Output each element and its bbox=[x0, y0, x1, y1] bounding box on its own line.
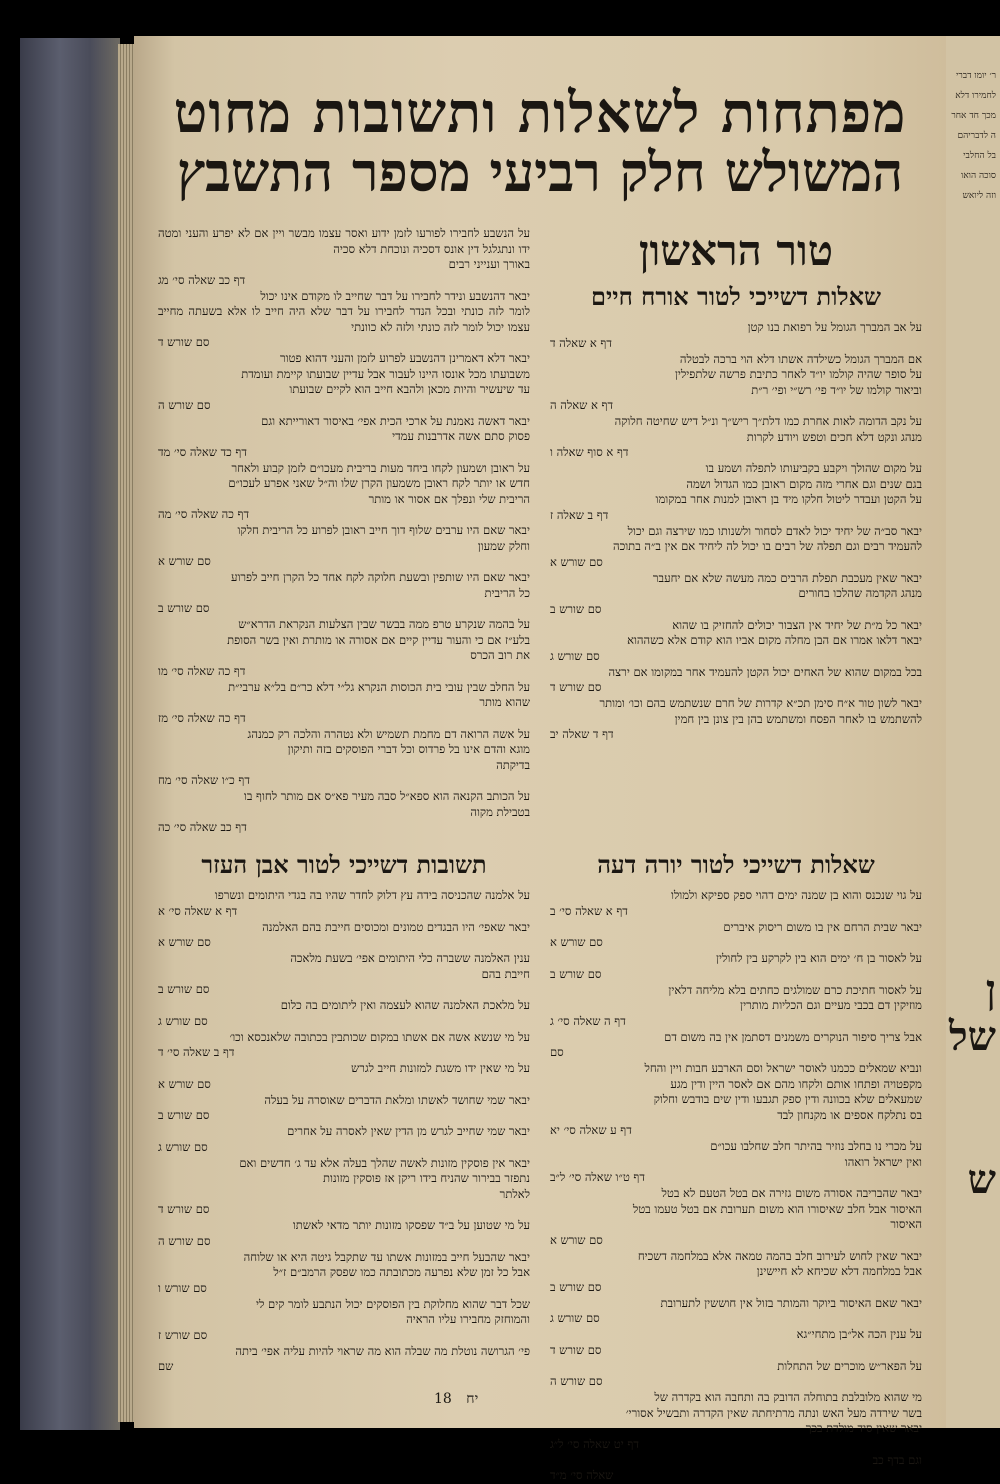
index-entry: יבאר שאם היו ערבים שלוף דוך חייב ראובן לפרוע כל הריבית חלקו bbox=[237, 523, 530, 537]
index-entry: על סופר שהיה קולמו יו״ד לאחר כתיבת פרשה שלתפילין bbox=[674, 367, 922, 381]
index-entry: משבועתו מכל אונסו היינו לעבור אבל עדיין שבועתו קיימת ועומדת bbox=[241, 366, 530, 381]
index-entry: בגם שנים וגם אחרי מזה מקום ראובן כמו הגדול ושמה bbox=[686, 476, 922, 491]
entry-reference bbox=[158, 1140, 530, 1155]
entry-reference bbox=[550, 508, 922, 523]
index-entry: על ראובן ושמעון לקחו ביחד מעות בריבית מעכו״ם לזמן קבוע ולאחר bbox=[231, 460, 530, 475]
index-entry: יבאר כל מ״ת של יחיד אין הצבור יכולים להחזיק בו שהוא bbox=[672, 617, 922, 632]
entry-reference-text: דף כב שאלה סי׳ מג bbox=[158, 272, 246, 287]
entry-reference-text: דף ע שאלה סי׳ יא bbox=[550, 1123, 632, 1137]
book-spine bbox=[20, 38, 120, 1430]
index-entry: בכל במקום שהוא של האחים יכול הקטן להעמיד אחר במקומו אם ירצה bbox=[608, 664, 922, 679]
entry-reference bbox=[158, 1077, 530, 1092]
index-entry: על החלב שבין עובי בית הכוסות הנקרא גל״י דלא כר״ם בל״א ערבי״ת bbox=[228, 679, 530, 694]
index-entry: על אשה הרואה דם מחמת תשמיש ולא נטהרה והלכה רק כמנהג bbox=[247, 726, 530, 741]
entry-reference bbox=[550, 1468, 922, 1483]
index-entry: על הכותב הקנאה הוא ספא״ל סבה מעיר פא״ס אם מותר לחוף בו bbox=[243, 789, 530, 803]
entry-reference bbox=[550, 1014, 922, 1029]
entry-reference-text: דף א שאלה ה bbox=[550, 398, 614, 412]
left-column-bottom bbox=[158, 846, 530, 1375]
entry-reference-text: סם שורש א bbox=[550, 1232, 603, 1247]
adjacent-page-edge bbox=[946, 36, 1000, 1428]
index-entry: אבל כל זמן שלא נפרעה מכתובתה כמו שפסק הרמב״ם ז״ל bbox=[273, 1265, 530, 1279]
page-title-line2: המשולש חלק רביעי מספר התשבץ bbox=[176, 140, 904, 204]
index-entry: על לאסור בן ח׳ ימים הוא בין לקרקע בין לחולין bbox=[716, 951, 922, 965]
index-entry: הריבית שלי ונפלך אם אסור או מותר bbox=[368, 491, 530, 506]
entry-reference-text: סם שורש א bbox=[550, 554, 603, 569]
index-entry: וחלק שמעון bbox=[477, 538, 530, 553]
entry-reference bbox=[158, 507, 530, 522]
index-entry: להשתמש בו לאחר הפסח ומשתמש בהן בין צונן בין חמין bbox=[674, 711, 922, 726]
entry-reference-text: סם שורש ד bbox=[158, 1202, 210, 1216]
entry-reference-text: סם שורש ו bbox=[158, 1280, 207, 1295]
entry-reference-text: דף א שאלה סי׳ א bbox=[158, 903, 238, 918]
entry-reference bbox=[158, 1202, 530, 1217]
index-entry: מנהג הקדמה שהלכו בחורים bbox=[798, 586, 922, 600]
entry-reference-text: סם שורש ד bbox=[550, 1342, 602, 1357]
index-entry: יבאר שאין לחוש לעירוב חלב בהמה טמאה אלא במלחמה דשכיח bbox=[637, 1248, 922, 1263]
left-column-top bbox=[158, 226, 530, 836]
index-entry: בדיקתה bbox=[496, 757, 530, 772]
index-entry: יבאר דלא דאמרינן דהנשבע לפרוע לזמן והעני דהוא פטור bbox=[279, 351, 530, 365]
orach-chaim-entries bbox=[550, 320, 922, 742]
index-entry: על אב המברך הגומל על רפואת בנו קטן bbox=[747, 320, 922, 334]
entry-reference-text: סם שורש ד bbox=[158, 335, 210, 349]
yoreh-deah-heading: שאלות דשייכי לטור יורה דעה bbox=[597, 850, 875, 879]
index-entry: על מי שטוען על ב״ד שפסקו מזונות יותר מדאי לאשתו bbox=[292, 1218, 530, 1232]
index-entry: יבאר שאין מעכבת תפלת הרבים כמה מעשה שלא אם יחעבר bbox=[652, 570, 922, 585]
index-entry: יבאר דאשה נאמנת על ארכי הכית אפי׳ באיסור דאורייתא וגם bbox=[261, 413, 530, 428]
index-entry: על מלאכת האלמנה שהוא לעצמה ואין ליתומים בה כלום bbox=[280, 998, 530, 1012]
entry-reference bbox=[550, 1045, 922, 1060]
entry-reference-text: סם שורש ה bbox=[550, 1374, 603, 1388]
entry-reference bbox=[550, 1343, 922, 1358]
index-entry: אם המברך הגומל כשילדה אשתו דלא הוי ברכה לבטלה bbox=[679, 351, 922, 366]
index-entry: על ענין הכה אל״בן מתחי״גא bbox=[796, 1327, 922, 1341]
entry-reference-text: דף כה שאלה סי׳ מו bbox=[158, 663, 246, 678]
entry-reference bbox=[158, 445, 530, 460]
index-entry: יבאר שבית הרחם אין בו משום ריסוק איברים bbox=[723, 919, 922, 934]
entry-reference bbox=[550, 1123, 922, 1138]
index-entry: על מי שנשא אשה אם אשתו במקום שכותבין בכתובה שלאנכסא וכו׳ bbox=[229, 1029, 530, 1044]
index-entry: שכל דבר שהוא מחלוקת בין הפוסקים יכול הנתבע לומר קים לי bbox=[256, 1296, 530, 1311]
index-entry: יבאר דהנשבע ונידר לחבירו על דבר שחייב לו מקודם אינו יכול bbox=[260, 288, 530, 303]
index-entry: מוגא והדם אינו בל פרדוס וכל דברי הפוסקים בזה ותיקון bbox=[287, 742, 530, 756]
entry-reference-text: סם שורש ד bbox=[550, 680, 602, 694]
entry-reference bbox=[158, 982, 530, 997]
entry-reference bbox=[158, 273, 530, 288]
entry-reference bbox=[158, 711, 530, 726]
entry-reference bbox=[550, 1280, 922, 1295]
index-entry: יבאר סב״ה של יחיד יכול לאדם לסחור ולשנותו כמו שירצה וגם יכול bbox=[627, 523, 922, 538]
right-column-top bbox=[550, 226, 922, 743]
index-entry: והמוחזק מחבירו עליו הראיה bbox=[406, 1312, 530, 1326]
entry-reference bbox=[550, 602, 922, 617]
index-entry: וביאור קולמו של יו״ד פי׳ רש״י ופי׳ ר״ת bbox=[751, 382, 922, 397]
entry-reference bbox=[550, 1437, 922, 1452]
adjacent-page-heading-1: ן של bbox=[948, 966, 996, 1060]
entry-reference-text: דף א סוף שאלה ו bbox=[550, 445, 629, 459]
index-entry: חדש או יותר לקח ראובן משמעון הקרן שלו וה״ל שאני אפרע לעכו״ם bbox=[228, 476, 530, 490]
even-haezer-heading: תשובות דשייכי לטור אבן העזר bbox=[201, 850, 487, 879]
entry-reference bbox=[158, 820, 530, 835]
entry-reference-text: דף כה שאלה סי׳ מז bbox=[158, 710, 246, 725]
index-entry: האיסור אבל חלב שאיסורו הוא משום תערובת אם בטל טעמו בטל bbox=[632, 1201, 922, 1216]
index-entry: את רוב הכרס bbox=[470, 648, 530, 662]
index-entry: לומר לזה כונתי ובכל הנדר לחבירו על דבר שלא היה חייב לו אלא בשעתה מחייב עצמו יכול לומר לזה כונתי ולזה לא כוונתי bbox=[158, 304, 530, 334]
entry-reference bbox=[158, 1108, 530, 1123]
entry-reference bbox=[158, 664, 530, 679]
index-entry: בס נתלקח אספים או מקנחון לבד bbox=[777, 1107, 922, 1122]
entry-reference-text: דף ד שאלה יב bbox=[550, 727, 614, 741]
entry-reference-text: סם שורש ז bbox=[158, 1327, 208, 1342]
adjacent-page-line: בל החלבי bbox=[963, 151, 996, 161]
entry-reference bbox=[158, 554, 530, 569]
entry-reference-text: דף כב שאלה סי׳ כה bbox=[158, 820, 247, 834]
index-entry: מוזיקין דם בכבי מעיים וגם הכליות מותרין bbox=[740, 998, 922, 1012]
index-entry: כל הריבית bbox=[484, 585, 530, 600]
entry-reference-text: סם שורש ג bbox=[158, 1139, 208, 1154]
entry-reference-text: סם שורש ג bbox=[550, 648, 600, 663]
entry-reference-text: סם שורש ב bbox=[550, 966, 602, 981]
index-entry: ענין האלמנה ששברה כלי היתומים אפי׳ בשעת מלאכה bbox=[290, 951, 530, 965]
entry-reference-text: סם שורש ב bbox=[550, 601, 602, 616]
index-entry: יבאר אין פוסקין מזונות לאשה שהלך בעלה אלא עד ג׳ חדשים ואם bbox=[239, 1155, 530, 1170]
page-title-line1: מפתחות לשאלות ותשובות מחוט bbox=[173, 80, 907, 146]
entry-reference bbox=[550, 445, 922, 460]
index-entry: על גוי שנכנס והוא בן שמנה ימים דהוי ספק ספיקא ולמולו bbox=[670, 888, 922, 902]
entry-reference-text: דף כה שאלה סי׳ מה bbox=[158, 507, 250, 521]
index-entry: יבאר שאם האיסור ביוקר והמותר בזול אין חוששין לתערובת bbox=[660, 1295, 922, 1310]
entry-reference bbox=[550, 1311, 922, 1326]
adjacent-page-line: לחמירו דלא bbox=[955, 91, 996, 101]
entry-reference bbox=[550, 727, 922, 742]
entry-reference-text: סם שורש ג bbox=[550, 1311, 600, 1325]
adjacent-page-line: וזה ליואש bbox=[962, 191, 996, 201]
index-entry: ואין ישראל רואהו bbox=[844, 1154, 922, 1169]
index-entry: על מי שאין ידו משגת למזונות חייב לגרש bbox=[351, 1061, 530, 1075]
index-entry: להעמיד רבים וגם תפלה של רבים בו יכול לה ליחיד אם אין ב״ה בתוכה bbox=[613, 539, 922, 553]
entry-reference-text: שאלה סי׳ מ״ד bbox=[550, 1468, 614, 1482]
index-entry: ונביא שמאלים ככמנו לאוסר ישראל וסם הארבע חבות ויין והחל bbox=[644, 1061, 922, 1075]
entry-reference bbox=[158, 1014, 530, 1029]
adjacent-page-line: סוכה הואו bbox=[960, 171, 996, 181]
index-entry: יבאר לשון טור א״ח סימן תכ״א קדרות של חרם שנשתמש בהם וכו׳ ומותר bbox=[599, 696, 922, 710]
entry-reference-text: סם שורש א bbox=[550, 935, 603, 949]
index-entry: על הקטן ועבדר ליטול חלקו מיד בן ראובן למנות אחר במקומו bbox=[655, 492, 922, 506]
entry-reference bbox=[550, 649, 922, 664]
entry-reference bbox=[550, 935, 922, 950]
index-entry: מי שהוא מלובלבת בתוחלה הדובק בה ותחבה הוא בקדרה של bbox=[654, 1390, 922, 1404]
signature-hebrew: יח bbox=[466, 1391, 479, 1407]
index-entry: וגם בדף כב bbox=[872, 1452, 922, 1467]
signature-number: 18 bbox=[434, 1391, 452, 1407]
yoreh-deah-continued-entries bbox=[158, 226, 530, 835]
book-page bbox=[134, 36, 946, 1482]
entry-reference bbox=[158, 1359, 530, 1374]
entry-reference bbox=[550, 1374, 922, 1389]
entry-reference bbox=[550, 1170, 922, 1185]
index-entry: פי׳ הגרושה נוטלת מה שבלה הוא מה שראוי להיות עליה אפי׳ ביתה bbox=[235, 1343, 530, 1358]
adjacent-page-text bbox=[946, 36, 1000, 206]
entry-reference-text: דף כ״ו שאלה סי׳ מח bbox=[158, 773, 250, 787]
index-entry: עד שיעשיר והיות מכאן ולהבא חייב הוא לקיים שבועתו bbox=[289, 382, 530, 396]
index-entry: יבאר שאם היו שותפין ובשעת חלוקה לקח אחד כל הקרן חייב לפרוע bbox=[230, 570, 530, 584]
orach-chaim-heading: שאלות דשייכי לטור אורח חיים bbox=[591, 282, 881, 311]
entry-reference-text: סם שורש ב bbox=[550, 1279, 602, 1294]
index-entry: יבאר דלאו אמרו אם הבן מחלה מקום אביו הוא קודם אלא כשההוא bbox=[627, 633, 922, 647]
entry-reference-text: סם שורש ג bbox=[158, 1013, 208, 1028]
entry-reference bbox=[550, 555, 922, 570]
entry-reference bbox=[550, 1233, 922, 1248]
index-entry: על הנשבע לחבירו לפורעו לזמן ידוע ואסר עצמו מבשר ויין אם לא יפרע והעני ומטה ידו ונתגלגל דין אונס דסכיה ונוכחת דלא סכיה bbox=[158, 226, 530, 256]
entry-reference bbox=[158, 935, 530, 950]
index-entry: אבל צריך סיפור הנוקרים משמנים דסתמן אין בה משום דם bbox=[664, 1029, 922, 1044]
index-entry: נתפזר בבירור שהניח בידו ריקן אז פוסקין מזונות bbox=[322, 1171, 530, 1185]
entry-reference-text: סם bbox=[550, 1045, 564, 1059]
index-entry: אבל במלחמה דלא שכיחא לא חיישינן bbox=[756, 1264, 922, 1278]
entry-reference bbox=[550, 336, 922, 351]
index-entry: יבאר שאפי׳ היו הבגדים טמונים ומכוסים חייבת בהם האלמנה bbox=[262, 919, 530, 934]
entry-reference bbox=[158, 1281, 530, 1296]
entry-reference-text: דף א שאלה סי׳ ב bbox=[550, 903, 628, 918]
even-haezer-entries bbox=[158, 888, 530, 1374]
entry-reference bbox=[158, 398, 530, 413]
entry-reference-text: דף ט״ו שאלה סי׳ ל״ב bbox=[550, 1170, 645, 1184]
entry-reference bbox=[550, 680, 922, 695]
index-entry: בשר שירדה מעל האש ונתה מרתיחתה שאין הקדרה ותבשיל אסורי׳ bbox=[625, 1405, 922, 1420]
index-entry: בטבילת מקוה bbox=[470, 804, 530, 819]
entry-reference bbox=[550, 967, 922, 982]
index-entry: מקפטויה ופתחו אותם ולקחו מהם אם לאסר היין ודין מגע bbox=[670, 1076, 922, 1091]
entry-reference bbox=[158, 773, 530, 788]
entry-reference bbox=[550, 904, 922, 919]
adjacent-page-line: ה לדבריהם bbox=[957, 131, 996, 141]
entry-reference-text: סם שורש ה bbox=[158, 397, 211, 412]
index-entry: יבאר שהבריבה אסורה משום גזירה אם בטל הטעם לא בטל bbox=[661, 1186, 922, 1200]
entry-reference-text: סם שורש א bbox=[158, 1076, 211, 1091]
index-entry: על נקב הדומה לאות אחרת כמו דלת״ך ריש״ך ונ״ל דיש שחיטה חלוקה bbox=[614, 414, 922, 428]
index-entry: שמעאלים שלא בכוונה ודין ספק תגבעו ודין שים בודבש וחלוק bbox=[653, 1092, 922, 1106]
right-column-bottom bbox=[550, 846, 922, 1484]
yoreh-deah-entries bbox=[550, 888, 922, 1483]
tur-rishon-heading: טור הראשון bbox=[638, 226, 834, 275]
entry-reference-text: דף יט שאלה סי׳ ל״ג bbox=[550, 1436, 639, 1451]
index-entry: לאלתר bbox=[499, 1186, 530, 1201]
index-entry: על בהמה שנקרע טרפ ממה בבשר שבין הצלעות הנקראת הדרא״ש bbox=[238, 617, 530, 631]
index-entry: יבאר שמי שחייב לגרש מן הדין שאין לאסרה על אחרים bbox=[287, 1124, 530, 1138]
entry-reference-text: סם שורש ב bbox=[158, 982, 210, 996]
adjacent-page-heading-2: ש bbox=[967, 1156, 996, 1203]
entry-reference bbox=[550, 398, 922, 413]
index-entry: על לאסור חתיכת כרם שמולגים כחתים בלא מליחה דלאין bbox=[668, 982, 922, 997]
entry-reference bbox=[158, 1328, 530, 1343]
index-entry: על מקום שהולך ויקבע בקביעותו לתפלה ושמע בו bbox=[705, 461, 922, 475]
index-entry: באורך וענייני רבים bbox=[448, 257, 530, 271]
entry-reference bbox=[158, 1234, 530, 1249]
index-entry: יבאר שהבעל חייב במזונות אשתו עד שתקבל גיטה היא או שלוחה bbox=[243, 1249, 530, 1264]
index-entry: שהוא מותר bbox=[479, 695, 530, 709]
entry-reference-text: דף כד שאלה סי׳ מד bbox=[158, 444, 247, 459]
index-entry: יבאר שאין סיד מולדת בכך bbox=[805, 1421, 922, 1435]
index-entry: האיסור bbox=[890, 1217, 922, 1231]
index-entry: פסוק סתם אשה אדרבנות עמדי bbox=[392, 429, 530, 443]
entry-reference bbox=[158, 601, 530, 616]
entry-reference-text: סם שורש ב bbox=[158, 1108, 210, 1122]
index-entry: חייבת בהם bbox=[481, 966, 530, 981]
index-entry: על הפאר״ש מוכרים של התחלות bbox=[777, 1358, 922, 1373]
entry-reference bbox=[158, 904, 530, 919]
entry-reference bbox=[158, 335, 530, 350]
index-entry: על אלמנה שהכניסה בידה עץ דלוק לחדר שהיו בה בגדי היתומים ונשרפו bbox=[214, 888, 530, 902]
index-entry: מנהג ונקט דלא חכים וטפש ויודע לקרות bbox=[746, 429, 922, 444]
entry-reference-text: דף ה שאלה סי׳ ג bbox=[550, 1013, 626, 1028]
entry-reference-text: דף א שאלה ד bbox=[550, 335, 612, 350]
entry-reference-text: סם שורש ה bbox=[158, 1233, 211, 1248]
entry-reference-text: סם שורש א bbox=[158, 554, 211, 568]
entry-reference-text: שם bbox=[158, 1359, 174, 1373]
signature-mark bbox=[434, 1391, 488, 1408]
entry-reference-text: דף ב שאלה סי׳ ד bbox=[158, 1045, 235, 1059]
entry-reference-text: סם שורש א bbox=[158, 935, 211, 949]
index-entry: על מכרי נו בחלב נוזיר בהיתר חלב שחלבו עכו״ם bbox=[710, 1139, 922, 1153]
index-entry: בלע״ז אם כי והעור עדיין קיים אם אסורה או מותרת ואין בשר הסופת bbox=[227, 632, 530, 647]
index-entry: יבאר שמי שחושד לאשתו ומלאת הדברים שאוסרה על בעלה bbox=[264, 1092, 530, 1107]
entry-reference bbox=[158, 1045, 530, 1060]
adjacent-page-line: מכך חד אחר bbox=[951, 111, 996, 121]
adjacent-page-line: ר׳ יומו דברי bbox=[956, 71, 996, 81]
entry-reference-text: דף ב שאלה ז bbox=[550, 507, 609, 522]
entry-reference-text: סם שורש ב bbox=[158, 601, 210, 615]
